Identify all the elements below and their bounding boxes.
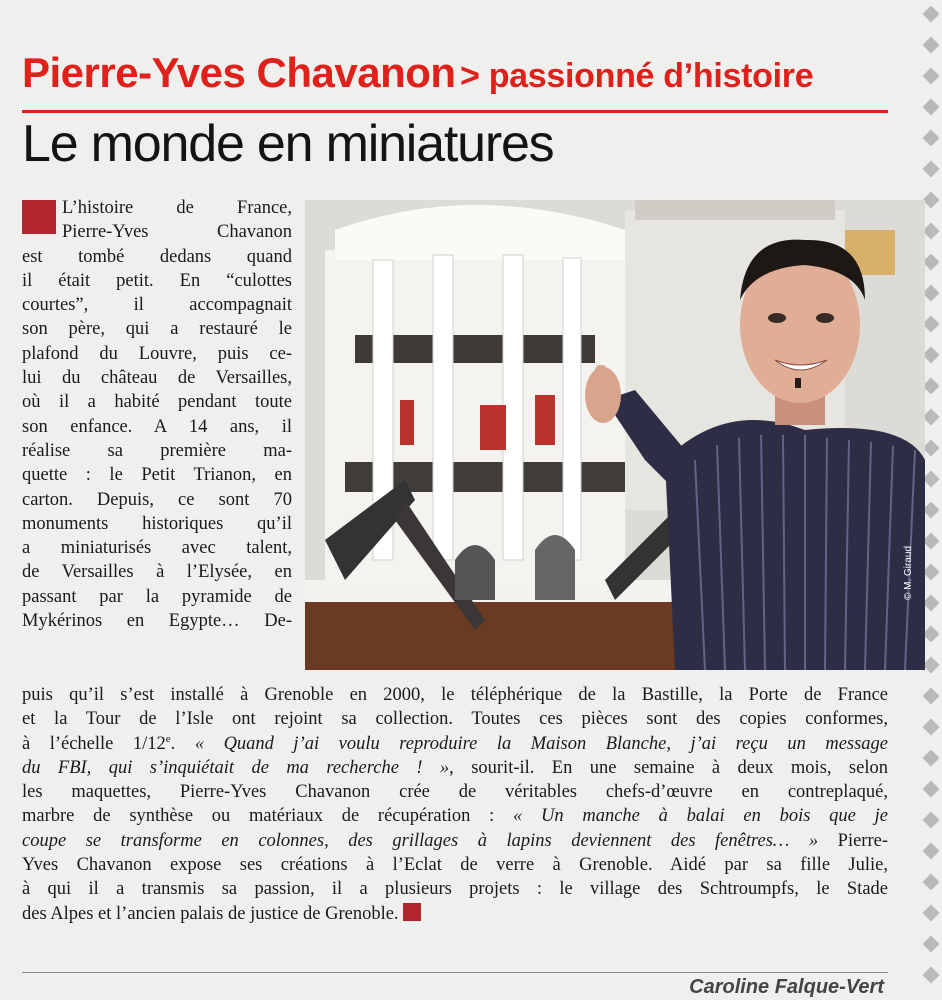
body-line: marbre de synthèse ou matériaux de récupération : « Un manche à balai en bois que je xyxy=(22,806,888,827)
column-line: il était petit. En “culottes xyxy=(22,270,292,291)
footer-rule xyxy=(22,972,888,973)
column-line: réalise sa première ma- xyxy=(22,440,292,461)
lead-square-icon xyxy=(22,200,56,234)
column-line: de Versailles à l’Elysée, en xyxy=(22,562,292,583)
column-line: courtes”, il accompagnait xyxy=(22,295,292,316)
perforation-dot xyxy=(923,750,940,767)
perforation-dot xyxy=(923,967,940,984)
perforation-dot xyxy=(923,781,940,798)
column-line: où il a habité pendant toute xyxy=(22,392,292,413)
body-line: des Alpes et l’ancien palais de justice de Grenoble. xyxy=(22,902,888,926)
perforation-dot xyxy=(923,719,940,736)
quote: « Quand j’ai voulu reproduire la Maison Blanche, j’ai reçu un message xyxy=(194,733,889,754)
perforation-dot xyxy=(923,936,940,953)
perforation-dot xyxy=(923,874,940,891)
body-line: à l’échelle 1/12e. « Quand j’ai voulu reproduire la Maison Blanche, j’ai reçu un message xyxy=(22,732,889,754)
perforation-dot xyxy=(923,316,940,333)
perforation-dot xyxy=(923,378,940,395)
column-line: son enfance. A 14 ans, il xyxy=(22,416,292,437)
perforation-dot xyxy=(923,657,940,674)
body-line: coupe se transforme en colonnes, des grillages à lapins deviennent des fenêtres… » Pierre- xyxy=(22,830,888,851)
column-line: Mykérinos en Egypte… De- xyxy=(22,611,292,632)
article-title: Le monde en miniatures xyxy=(22,115,554,173)
column-line: passant par la pyramide de xyxy=(22,586,292,607)
perforation-dot xyxy=(923,409,940,426)
body-line: Yves Chavanon expose ses créations à l’Eclat de verre à Grenoble. Aidé par sa fille Julie, xyxy=(22,855,888,876)
end-square-icon xyxy=(403,903,421,921)
headline xyxy=(22,50,888,113)
perforation-dot xyxy=(923,502,940,519)
column-line: quette : le Petit Trianon, en xyxy=(22,465,292,486)
perforation-dot xyxy=(923,812,940,829)
body-line: à qui il a transmis sa passion, il a plusieurs projets : le village des Schtroumpfs, le Stade xyxy=(22,879,888,900)
headline-name: Pierre-Yves Chavanon xyxy=(22,49,456,96)
perforation-dot xyxy=(923,564,940,581)
perforation-dot xyxy=(923,37,940,54)
body-line: les maquettes, Pierre-Yves Chavanon crée de véritables chefs-d’œuvre en contreplaqué, xyxy=(22,782,888,803)
article-photo xyxy=(305,200,925,670)
article-body-wide xyxy=(22,683,888,926)
perforation-dot xyxy=(923,347,940,364)
article-column xyxy=(22,196,292,633)
column-line: lui du château de Versailles, xyxy=(22,368,292,389)
headline-subtitle: > passionné d’histoire xyxy=(460,57,814,95)
perforation-dot xyxy=(923,192,940,209)
photo-man-with-white-house-model xyxy=(305,200,925,670)
perforation-dot xyxy=(923,254,940,271)
perforation-dot xyxy=(923,68,940,85)
perforation-dot xyxy=(923,161,940,178)
column-line: son père, qui a restauré le xyxy=(22,319,292,340)
quote: « Un manche à balai en bois que je xyxy=(513,806,888,827)
perforation-dot xyxy=(923,440,940,457)
perforation-dot xyxy=(923,285,940,302)
column-line: plafond du Louvre, puis ce- xyxy=(22,343,292,364)
body-line: puis qu’il s’est installé à Grenoble en 2000, le téléphérique de la Bastille, la Porte de France xyxy=(22,685,888,705)
author-byline: Caroline Falque-Vert xyxy=(689,976,884,998)
perforation-dot xyxy=(923,6,940,23)
column-line: L’histoire de France, xyxy=(62,198,292,218)
column-line: a miniaturisés avec talent, xyxy=(22,538,292,559)
perforation-dot xyxy=(923,688,940,705)
body-line: et la Tour de l’Isle ont rejoint sa collection. Toutes ces pièces sont des copies conformes, xyxy=(22,709,888,730)
perforation-dot xyxy=(923,471,940,488)
photo-credit: © M. Giraud xyxy=(903,545,914,600)
column-line: Pierre-Yves Chavanon xyxy=(62,222,292,243)
perforation-dot xyxy=(923,533,940,550)
column-line: est tombé dedans quand xyxy=(22,246,292,267)
perforation-dot xyxy=(923,905,940,922)
perforation-dot xyxy=(923,130,940,147)
perforation-dot xyxy=(923,843,940,860)
perforation-dot xyxy=(923,99,940,116)
perforation-dot xyxy=(923,595,940,612)
quote: coupe se transforme en colonnes, des grillages à lapins deviennent des fenêtres… » xyxy=(22,830,819,851)
quote: du FBI, qui s’inquiétait de ma recherche ! » xyxy=(22,757,450,778)
column-line: monuments historiques qu’il xyxy=(22,513,292,534)
perforation-dot xyxy=(923,223,940,240)
body-line: du FBI, qui s’inquiétait de ma recherche ! », sourit-il. En une semaine à deux mois, selon xyxy=(22,757,888,778)
column-line: carton. Depuis, ce sont 70 xyxy=(22,489,292,510)
perforation-dot xyxy=(923,626,940,643)
